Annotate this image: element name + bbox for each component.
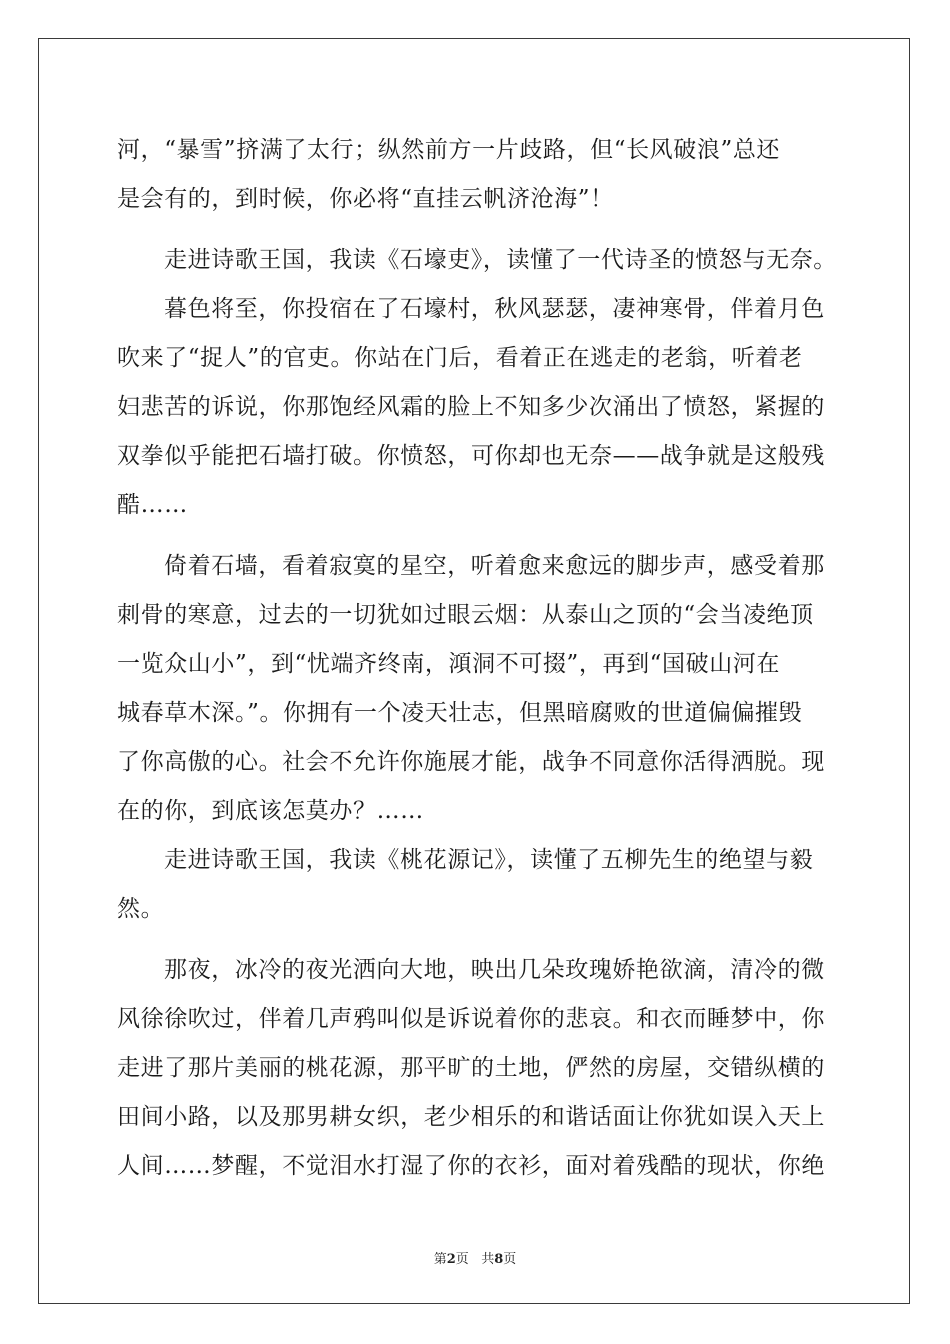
text-line: 双拳似乎能把石墙打破。你愤怒，可你却也无奈——战争就是这般残 [117, 443, 825, 469]
text-line: 倚着石墙，看着寂寞的星空，听着愈来愈远的脚步声，感受着那 [164, 553, 825, 579]
footer-total-suffix: 页 [503, 1252, 517, 1267]
text-line: 了你高傲的心。社会不允许你施展才能，战争不同意你活得洒脱。现 [117, 749, 825, 775]
text-line: 风徐徐吹过，伴着几声鸦叫似是诉说着你的悲哀。和衣而睡梦中，你 [117, 1006, 825, 1032]
footer-prefix: 第 [433, 1252, 447, 1267]
text-line: 酷…… [117, 492, 188, 518]
current-page-number: 2 [446, 1252, 456, 1267]
total-page-number: 8 [494, 1252, 504, 1267]
text-line: 吹来了“捉人”的官吏。你站在门后，看着正在逃走的老翁，听着老 [117, 345, 803, 371]
text-line: 走进了那片美丽的桃花源，那平旷的土地，俨然的房屋，交错纵横的 [117, 1055, 825, 1081]
footer-total-prefix: 共 [481, 1252, 495, 1267]
text-line: 走进诗歌王国，我读《石壕吏》，读懂了一代诗圣的愤怒与无奈。 [164, 247, 837, 273]
text-line: 田间小路，以及那男耕女织，老少相乐的和谐话面让你犹如误入天上 [117, 1104, 825, 1130]
text-line: 城春草木深。”。你拥有一个凌天壮志，但黑暗腐败的世道偏偏摧毁 [117, 700, 803, 726]
text-line: 在的你，到底该怎莫办？…… [117, 798, 424, 824]
footer-page-suffix: 页 [455, 1252, 469, 1267]
text-line: 那夜，冰冷的夜光洒向大地，映出几朵玫瑰娇艳欲滴，清冷的微 [164, 957, 825, 983]
text-line: 刺骨的寒意，过去的一切犹如过眼云烟：从泰山之顶的“会当凌绝顶 [117, 602, 814, 628]
text-line: 人间……梦醒，不觉泪水打湿了你的衣衫，面对着残酷的现状，你绝 [117, 1153, 825, 1179]
text-line: 暮色将至，你投宿在了石壕村，秋风瑟瑟，凄神寒骨，伴着月色 [164, 296, 825, 322]
text-line: 走进诗歌王国，我读《桃花源记》，读懂了五柳先生的绝望与毅 [164, 847, 814, 873]
page-footer [0, 1248, 950, 1267]
text-line: 一览众山小”，到“忧端齐终南，澒洞不可掇”，再到“国破山河在 [117, 651, 781, 677]
document-body [117, 126, 837, 1191]
text-line: 妇悲苦的诉说，你那饱经风霜的脸上不知多少次涌出了愤怒，紧握的 [117, 394, 825, 420]
text-line: 是会有的，到时候，你必将“直挂云帆济沧海”！ [117, 186, 614, 212]
text-line: 然。 [117, 896, 165, 922]
text-line: 河，“暴雪”挤满了太行；纵然前方一片歧路，但“长风破浪”总还 [117, 137, 781, 163]
